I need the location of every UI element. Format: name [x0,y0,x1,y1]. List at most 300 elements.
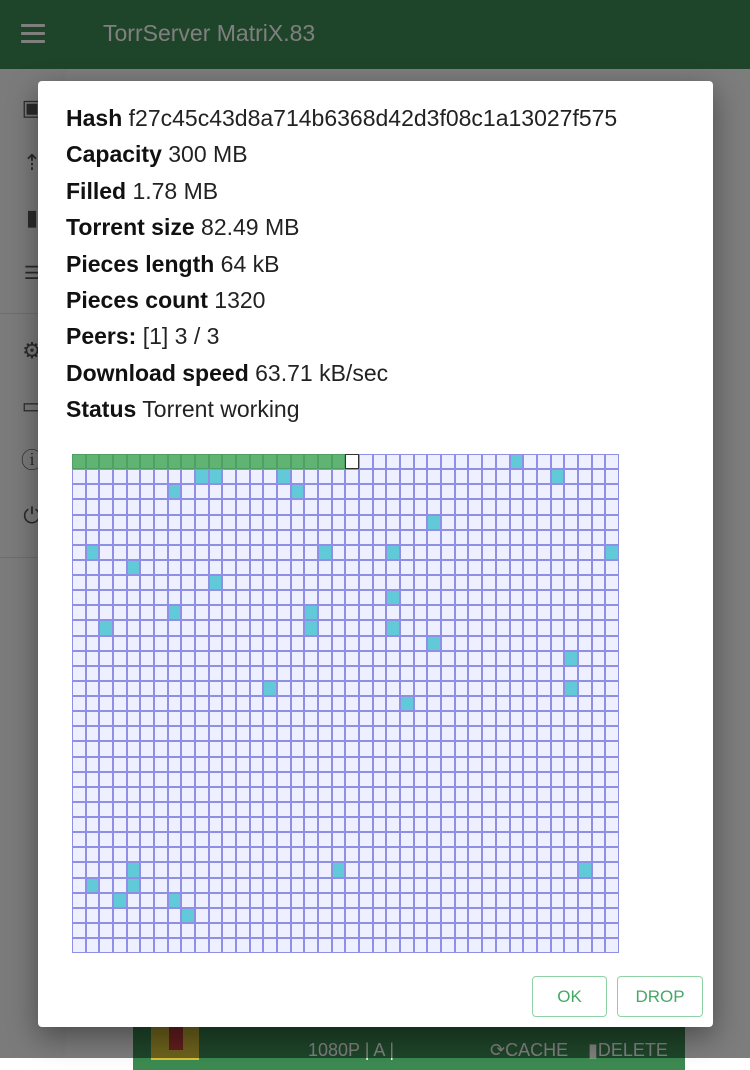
piece-cell [414,605,428,620]
piece-cell [482,530,496,545]
piece-cell [359,696,373,711]
piece-cell [359,923,373,938]
piece-cell [427,681,441,696]
piece-cell [537,802,551,817]
piece-cell [127,711,141,726]
piece-cell [496,666,510,681]
piece-cell [482,787,496,802]
piece-cell [72,923,86,938]
piece-cell [140,515,154,530]
piece-cell [414,923,428,938]
piece-cell [195,772,209,787]
piece-cell [605,893,619,908]
piece-cell [345,862,359,877]
piece-cell [414,893,428,908]
piece-cell [140,530,154,545]
piece-cell [291,469,305,484]
info-status [66,394,617,430]
piece-cell [195,847,209,862]
piece-cell [222,530,236,545]
piece-cell [277,893,291,908]
piece-cell [304,741,318,756]
piece-cell [414,469,428,484]
piece-cell [414,515,428,530]
piece-cell [181,469,195,484]
piece-cell [414,757,428,772]
piece-cell [564,772,578,787]
piece-cell [168,499,182,514]
piece-cell [168,590,182,605]
piece-cell [195,878,209,893]
piece-cell [482,620,496,635]
piece-cell [86,923,100,938]
piece-cell [263,530,277,545]
piece-cell [332,469,346,484]
piece-cell [127,636,141,651]
piece-cell [455,590,469,605]
piece-cell [86,772,100,787]
piece-cell [510,575,524,590]
piece-cell [222,560,236,575]
piece-cell [140,847,154,862]
piece-cell [140,696,154,711]
piece-cell [236,666,250,681]
piece-cell [605,636,619,651]
piece-cell [373,681,387,696]
piece-cell [277,560,291,575]
piece-cell [195,741,209,756]
piece-cell [523,590,537,605]
piece-cell [551,938,565,953]
piece-cell [250,545,264,560]
piece-cell [605,847,619,862]
piece-cell [523,817,537,832]
piece-cell [181,636,195,651]
info-capacity [66,139,617,175]
piece-cell [373,741,387,756]
piece-cell [386,757,400,772]
piece-cell [455,530,469,545]
piece-cell [250,605,264,620]
piece-cell [86,908,100,923]
piece-cell-cached [168,484,182,499]
piece-cell [496,560,510,575]
info-value: Torrent working [142,396,300,423]
piece-cell [181,590,195,605]
piece-cell [551,545,565,560]
info-pieces-count [66,285,617,321]
piece-cell [359,741,373,756]
piece-cell [222,499,236,514]
piece-cell [386,817,400,832]
piece-cell-cached [181,908,195,923]
piece-cell [263,878,277,893]
piece-cell [414,908,428,923]
piece-cell [441,726,455,741]
piece-cell [304,530,318,545]
piece-cell [400,620,414,635]
piece-cell [168,741,182,756]
piece-cell [181,696,195,711]
piece-cell [400,726,414,741]
piece-cell [510,651,524,666]
piece-cell [332,802,346,817]
piece-cell [482,832,496,847]
piece-cell [195,696,209,711]
piece-cell [318,741,332,756]
piece-cell [236,620,250,635]
piece-cell [236,908,250,923]
piece-cell [195,757,209,772]
piece-cell [605,620,619,635]
piece-cell [181,923,195,938]
piece-cell [250,847,264,862]
piece-cell [304,923,318,938]
piece-cell [359,817,373,832]
piece-cell [86,802,100,817]
piece-cell [277,696,291,711]
piece-cell [359,908,373,923]
piece-cell [195,681,209,696]
piece-cell [373,666,387,681]
piece-cell [414,545,428,560]
piece-cell [181,817,195,832]
piece-cell [72,741,86,756]
piece-cell [441,817,455,832]
piece-cell [592,499,606,514]
piece-cell [127,832,141,847]
piece-cell [127,938,141,953]
piece-cell [195,515,209,530]
piece-cell [250,666,264,681]
piece-cell [551,575,565,590]
piece-cell [441,666,455,681]
piece-cell [455,847,469,862]
piece-cell [537,620,551,635]
piece-cell [332,499,346,514]
piece-cell [127,620,141,635]
piece-cell [359,847,373,862]
piece-cell [318,469,332,484]
piece-cell [345,757,359,772]
piece-cell [345,938,359,953]
piece-cell [86,817,100,832]
piece-cell [332,711,346,726]
piece-cell [455,454,469,469]
piece-cell [99,908,113,923]
piece-cell [209,530,223,545]
piece-cell [291,681,305,696]
piece-cell [195,726,209,741]
piece-cell [592,923,606,938]
piece-cell [441,515,455,530]
piece-cell [551,560,565,575]
piece-cell [496,545,510,560]
piece-cell [427,696,441,711]
piece-cell-active [345,454,359,469]
piece-cell [277,817,291,832]
piece-cell [578,802,592,817]
piece-cell [195,499,209,514]
piece-cell [236,499,250,514]
piece-cell [592,757,606,772]
piece-cell-cached [427,515,441,530]
piece-cell [318,530,332,545]
piece-cell [468,696,482,711]
piece-cell [195,802,209,817]
piece-cell [414,636,428,651]
piece-cell [318,787,332,802]
piece-cell [236,726,250,741]
piece-cell [578,666,592,681]
piece-cell [168,711,182,726]
piece-cell [468,862,482,877]
drop-button[interactable]: DROP [617,976,703,1017]
piece-cell [523,757,537,772]
piece-cell [304,590,318,605]
piece-cell [523,832,537,847]
piece-cell [537,681,551,696]
piece-cell [427,787,441,802]
piece-cell [168,938,182,953]
piece-cell [318,651,332,666]
piece-cell [236,923,250,938]
piece-cell [304,651,318,666]
piece-cell [168,908,182,923]
piece-cell [291,908,305,923]
piece-cell [510,802,524,817]
piece-cell [99,696,113,711]
piece-cell [523,772,537,787]
piece-cell [510,772,524,787]
piece-cell [181,499,195,514]
piece-cell [181,772,195,787]
piece-cell [427,802,441,817]
piece-cell [455,741,469,756]
piece-cell [263,515,277,530]
piece-cell [496,847,510,862]
piece-cell [468,620,482,635]
piece-cell [496,787,510,802]
piece-cell [441,741,455,756]
piece-cell [551,817,565,832]
piece-cell [181,878,195,893]
piece-cell [113,666,127,681]
piece-cell-cached [127,878,141,893]
piece-cell [209,499,223,514]
piece-cell [304,893,318,908]
piece-cell [427,620,441,635]
piece-cell [359,711,373,726]
piece-cell [510,787,524,802]
piece-cell [72,862,86,877]
piece-cell [263,590,277,605]
piece-cell [427,938,441,953]
piece-cell [250,938,264,953]
piece-cell [414,802,428,817]
piece-cell [578,923,592,938]
piece-cell [113,938,127,953]
piece-cell [386,711,400,726]
piece-cell [564,545,578,560]
piece-cell [140,499,154,514]
piece-cell [222,741,236,756]
piece-cell [427,666,441,681]
piece-cell [72,908,86,923]
piece-cell [592,620,606,635]
piece-cell [468,545,482,560]
piece-cell [332,681,346,696]
piece-cell [400,893,414,908]
piece-cell [359,545,373,560]
piece-cell [332,847,346,862]
piece-cell-completed [332,454,346,469]
piece-cell [318,757,332,772]
piece-cell [99,636,113,651]
piece-cell [345,484,359,499]
piece-cell [482,923,496,938]
piece-cell [564,923,578,938]
piece-cell [564,802,578,817]
piece-cell [263,787,277,802]
piece-cell [154,787,168,802]
piece-cell [523,741,537,756]
piece-cell [359,681,373,696]
piece-cell [168,817,182,832]
piece-cell [86,666,100,681]
piece-cell [181,741,195,756]
piece-cell [564,605,578,620]
piece-cell [86,515,100,530]
piece-cell [332,605,346,620]
piece-cell [72,499,86,514]
piece-cell [113,681,127,696]
piece-cell [482,817,496,832]
info-peers [66,321,617,357]
piece-cell [496,515,510,530]
piece-cell [277,681,291,696]
piece-cell [400,469,414,484]
piece-cell [468,923,482,938]
piece-cell [551,605,565,620]
piece-cell [578,938,592,953]
piece-cell [250,575,264,590]
piece-cell [250,620,264,635]
piece-cell [592,711,606,726]
info-label: Download speed [66,359,249,386]
piece-cell [441,575,455,590]
piece-cell [523,454,537,469]
piece-cell [373,862,387,877]
piece-cell [496,499,510,514]
piece-cell [168,575,182,590]
piece-cell [99,484,113,499]
piece-cell [441,560,455,575]
piece-cell-cached [386,590,400,605]
piece-cell [345,847,359,862]
piece-cell [359,515,373,530]
piece-cell [400,878,414,893]
piece-cell [318,681,332,696]
piece-cell [578,757,592,772]
piece-cell [86,575,100,590]
piece-cell [578,454,592,469]
piece-cell [318,832,332,847]
piece-cell [263,938,277,953]
piece-cell [154,893,168,908]
piece-cell [318,636,332,651]
piece-cell [468,757,482,772]
piece-cell [564,590,578,605]
piece-cell-completed [222,454,236,469]
piece-cell [564,757,578,772]
piece-cell [359,605,373,620]
piece-cell [605,484,619,499]
piece-cell [468,605,482,620]
piece-cell [605,651,619,666]
piece-cell [455,802,469,817]
piece-cell [373,847,387,862]
piece-cell [537,711,551,726]
piece-cell [86,787,100,802]
piece-cell [441,651,455,666]
piece-cell [551,908,565,923]
piece-cell [181,787,195,802]
piece-cell [86,832,100,847]
piece-cell [414,560,428,575]
piece-cell [427,454,441,469]
piece-cell [537,908,551,923]
ok-button[interactable]: OK [532,976,607,1017]
piece-cell [318,560,332,575]
piece-cell [181,802,195,817]
piece-cell [236,772,250,787]
piece-cell [318,802,332,817]
piece-cell [468,560,482,575]
piece-cell [154,515,168,530]
piece-cell [140,862,154,877]
piece-cell [304,938,318,953]
piece-cell [359,772,373,787]
piece-cell [345,469,359,484]
piece-cell [222,651,236,666]
piece-cell [236,878,250,893]
piece-cell [181,757,195,772]
piece-cell [195,711,209,726]
piece-cell [168,666,182,681]
piece-cell [291,605,305,620]
piece-cell [304,681,318,696]
piece-cell [592,893,606,908]
piece-cell [359,620,373,635]
piece-cell [263,605,277,620]
piece-cell [564,787,578,802]
piece-cell [400,817,414,832]
piece-cell [482,666,496,681]
piece-cell [605,726,619,741]
piece-cell [222,666,236,681]
piece-cell [605,696,619,711]
piece-cell [510,923,524,938]
piece-cell [113,575,127,590]
piece-cell [332,757,346,772]
piece-cell [537,560,551,575]
piece-cell [373,499,387,514]
piece-cell [605,605,619,620]
piece-cell [537,938,551,953]
info-label: Hash [66,105,123,131]
piece-cell [154,878,168,893]
